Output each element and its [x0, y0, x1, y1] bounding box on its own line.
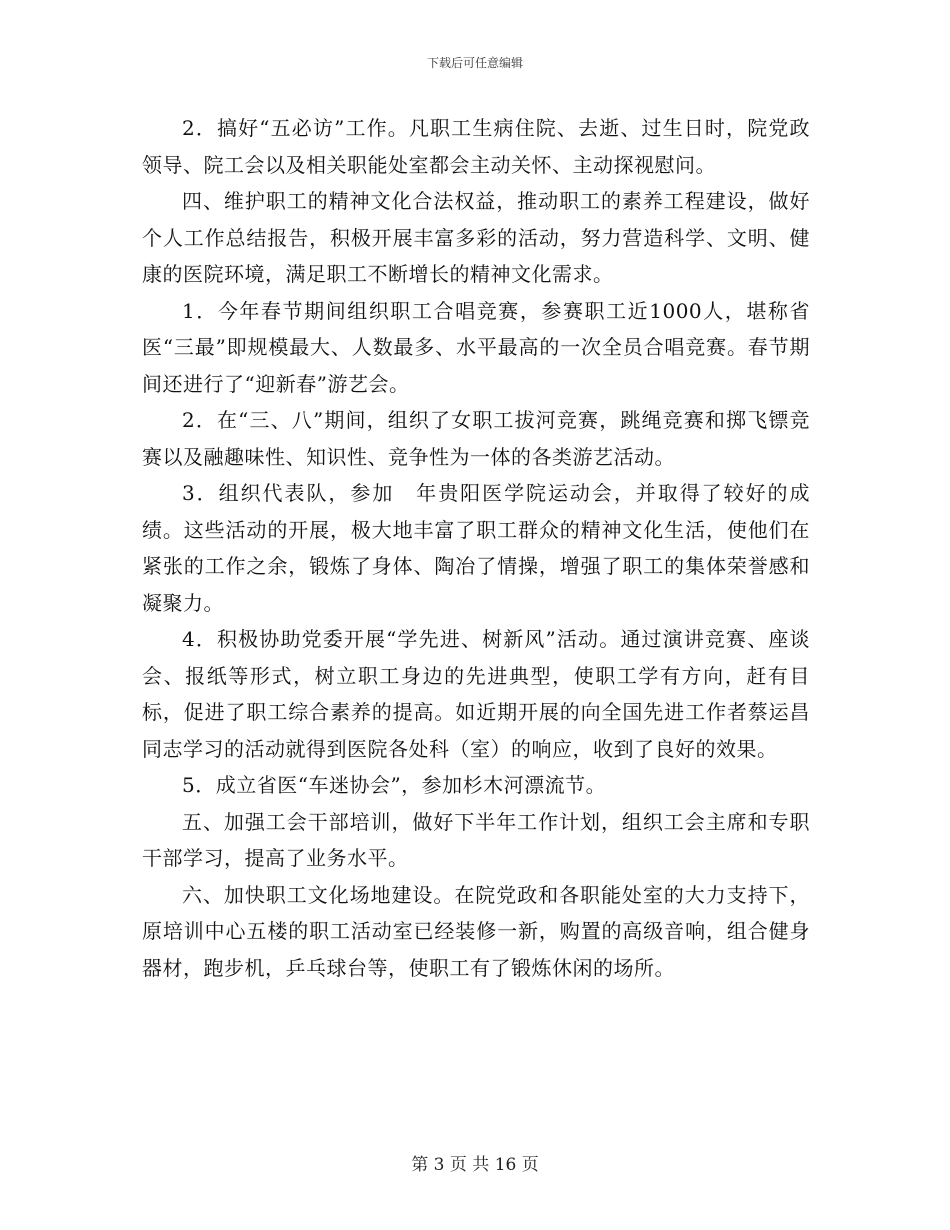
- page-header: 下载后可任意编辑: [426, 56, 523, 70]
- paragraph: 3．组织代表队，参加 年贵阳医学院运动会，并取得了较好的成绩。这些活动的开展，极大地丰富了职工群众的精神文化生活，使他们在紧张的工作之余，锻炼了身体、陶冶了情操，增强了职工的集体荣誉感和凝聚力。: [142, 481, 810, 615]
- paragraph: 2．在“三、八”期间，组织了女职工拔河竞赛，跳绳竞赛和掷飞镖竞赛以及融趣味性、知识性、竞争性为一体的各类游艺活动。: [142, 408, 810, 469]
- paragraph: 2．搞好“五必访”工作。凡职工生病住院、去逝、过生日时，院党政领导、院工会以及相关职能处室都会主动关怀、主动探视慰问。: [142, 116, 810, 177]
- paragraph: 5．成立省医“车迷协会”，参加杉木河漂流节。: [182, 773, 607, 797]
- paragraph: 四、维护职工的精神文化合法权益，推动职工的素养工程建设，做好个人工作总结报告，积极开展丰富多彩的活动，努力营造科学、文明、健康的医院环境，满足职工不断增长的精神文化需求。: [142, 189, 810, 286]
- page-number: 第 3 页 共 16 页: [411, 1155, 539, 1175]
- paragraph: 五、加强工会干部培训，做好下半年工作计划，组织工会主席和专职干部学习，提高了业务水平。: [142, 809, 810, 870]
- paragraph: 4．积极协助党委开展“学先进、树新风”活动。通过演讲竞赛、座谈会、报纸等形式，树立职工身边的先进典型，使职工学有方向，赶有目标，促进了职工综合素养的提高。如近期开展的向全国先进工作者蔡运昌同志学习的活动就得到医院各处科（室）的响应，收到了良好的效果。: [142, 627, 810, 761]
- paragraph: 六、加快职工文化场地建设。在院党政和各职能处室的大力支持下，原培训中心五楼的职工活动室已经装修一新，购置的高级音响，组合健身器材，跑步机，乒乓球台等，使职工有了锻炼休闲的场所。: [142, 882, 810, 980]
- paragraph: 1．今年春节期间组织职工合唱竞赛，参赛职工近1000人，堪称省医“三最”即规模最大、人数最多、水平最高的一次全员合唱竞赛。春节期间还进行了“迎新春”游艺会。: [142, 298, 810, 396]
- document-body: [142, 110, 810, 986]
